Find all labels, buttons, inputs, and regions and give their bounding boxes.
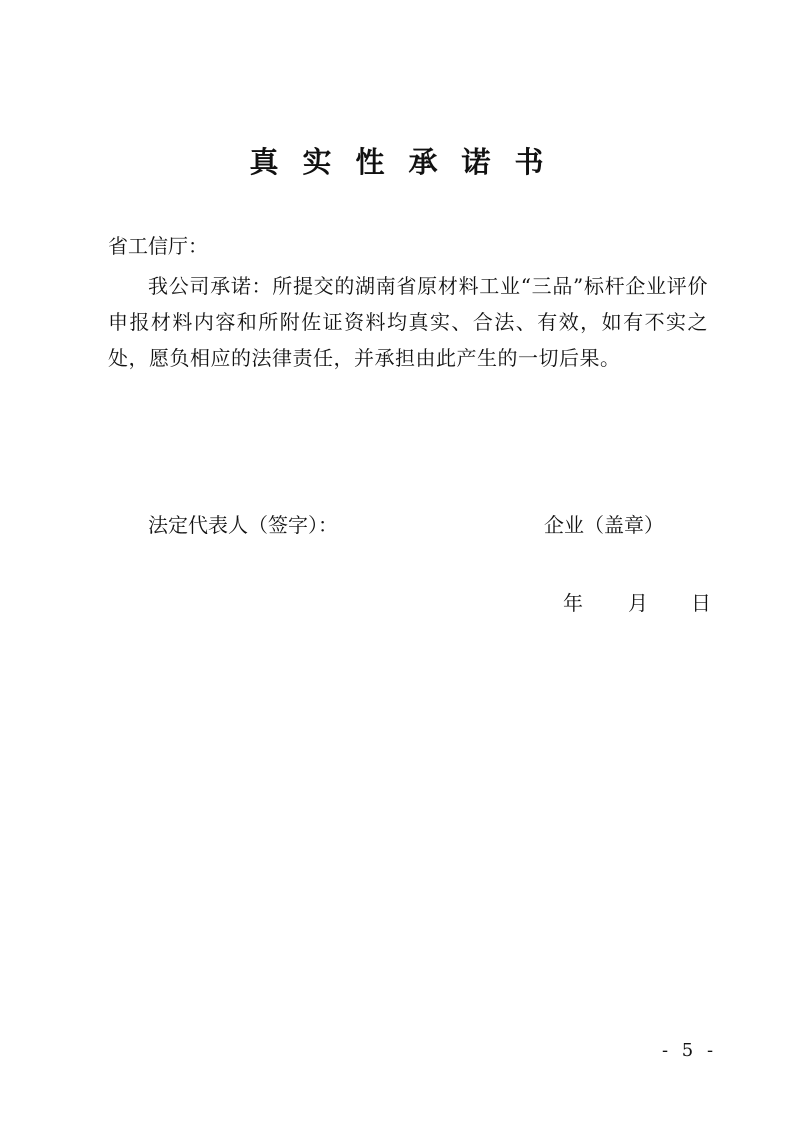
company-seal-label: 企业（盖章） [544, 513, 664, 537]
date-year-label: 年 [563, 591, 583, 615]
date-month-label: 月 [628, 591, 648, 615]
commitment-paragraph: 我公司承诺：所提交的湖南省原材料工业“三品”标杆企业评价申报材料内容和所附佐证资料均真实、合法、有效，如有不实之处，愿负相应的法律责任，并承担由此产生的一切后果。 [108, 274, 708, 370]
document-title: 真实性承诺书 [249, 145, 568, 179]
salutation: 省工信厅： [108, 234, 208, 258]
page-number: - 5 - [662, 1040, 718, 1061]
date-day-label: 日 [691, 591, 711, 615]
legal-representative-signature-label: 法定代表人（签字）： [148, 513, 338, 537]
